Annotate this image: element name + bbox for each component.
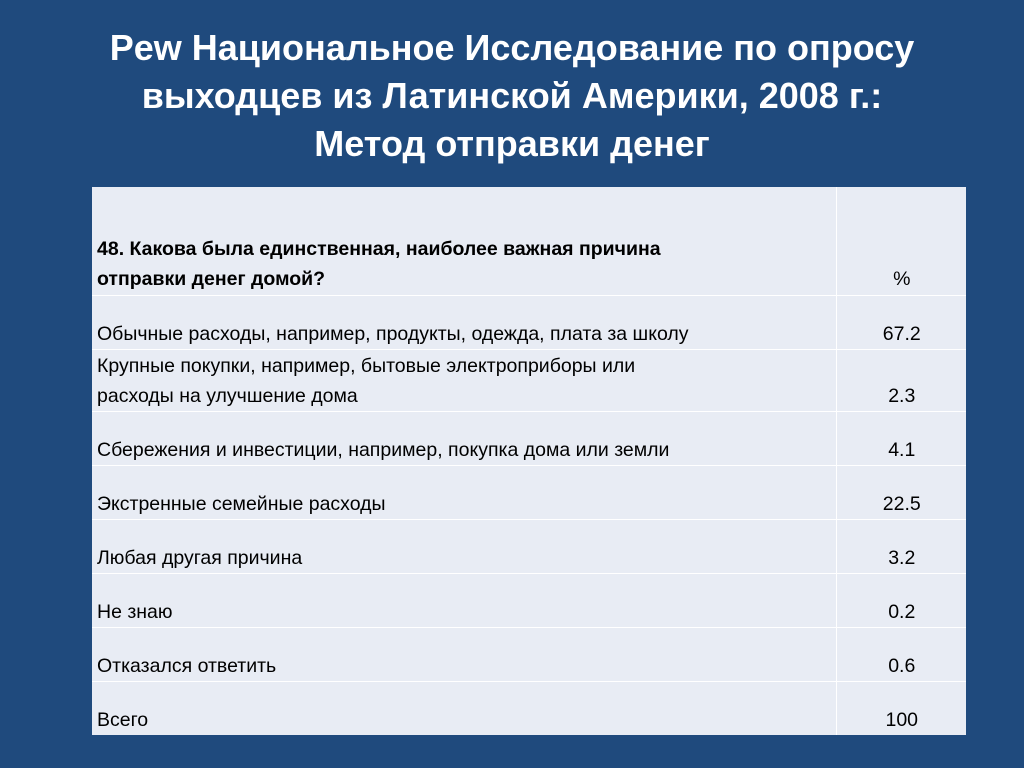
question-line-2: отправки денег домой? xyxy=(97,267,326,290)
table-row xyxy=(92,465,966,519)
row-label: Обычные расходы, например, продукты, одежда, плата за школу xyxy=(92,295,836,349)
row-label-line-1: Крупные покупки, например, бытовые электроприборы или xyxy=(97,354,636,377)
row-value: 4.1 xyxy=(836,411,966,465)
row-value: 67.2 xyxy=(836,295,966,349)
slide-title xyxy=(60,24,964,168)
row-value: 22.5 xyxy=(836,465,966,519)
table-header-row xyxy=(92,187,966,295)
row-label: Сбережения и инвестиции, например, покупка дома или земли xyxy=(92,411,836,465)
title-line-2: выходцев из Латинской Америки, 2008 г.: xyxy=(141,75,883,116)
row-value: 100 xyxy=(885,709,919,731)
row-label: Любая другая причина xyxy=(92,519,836,573)
row-label: Экстренные семейные расходы xyxy=(92,465,836,519)
row-value: 0.6 xyxy=(836,627,966,681)
table-row xyxy=(92,295,966,349)
row-label: Не знаю xyxy=(92,573,836,627)
question-cell xyxy=(92,187,836,295)
table-row-total xyxy=(92,681,966,735)
table-row xyxy=(92,349,966,411)
survey-table xyxy=(92,187,966,735)
table-row xyxy=(92,573,966,627)
row-label: Всего xyxy=(92,681,836,735)
table-row xyxy=(92,519,966,573)
row-label: Отказался ответить xyxy=(92,627,836,681)
table-row xyxy=(92,627,966,681)
question-line-1: 48. Какова была единственная, наиболее важная причина xyxy=(97,237,661,260)
row-value: 3.2 xyxy=(836,519,966,573)
table-row xyxy=(92,411,966,465)
row-value: 0.2 xyxy=(836,573,966,627)
row-label xyxy=(92,349,836,411)
title-line-1: Pew Национальное Исследование по опросу xyxy=(109,27,915,68)
row-label-line-2: расходы на улучшение дома xyxy=(97,384,358,407)
percent-header-cell: % xyxy=(836,187,966,295)
row-value: 2.3 xyxy=(836,349,966,411)
title-line-3: Метод отправки денег xyxy=(314,123,710,164)
